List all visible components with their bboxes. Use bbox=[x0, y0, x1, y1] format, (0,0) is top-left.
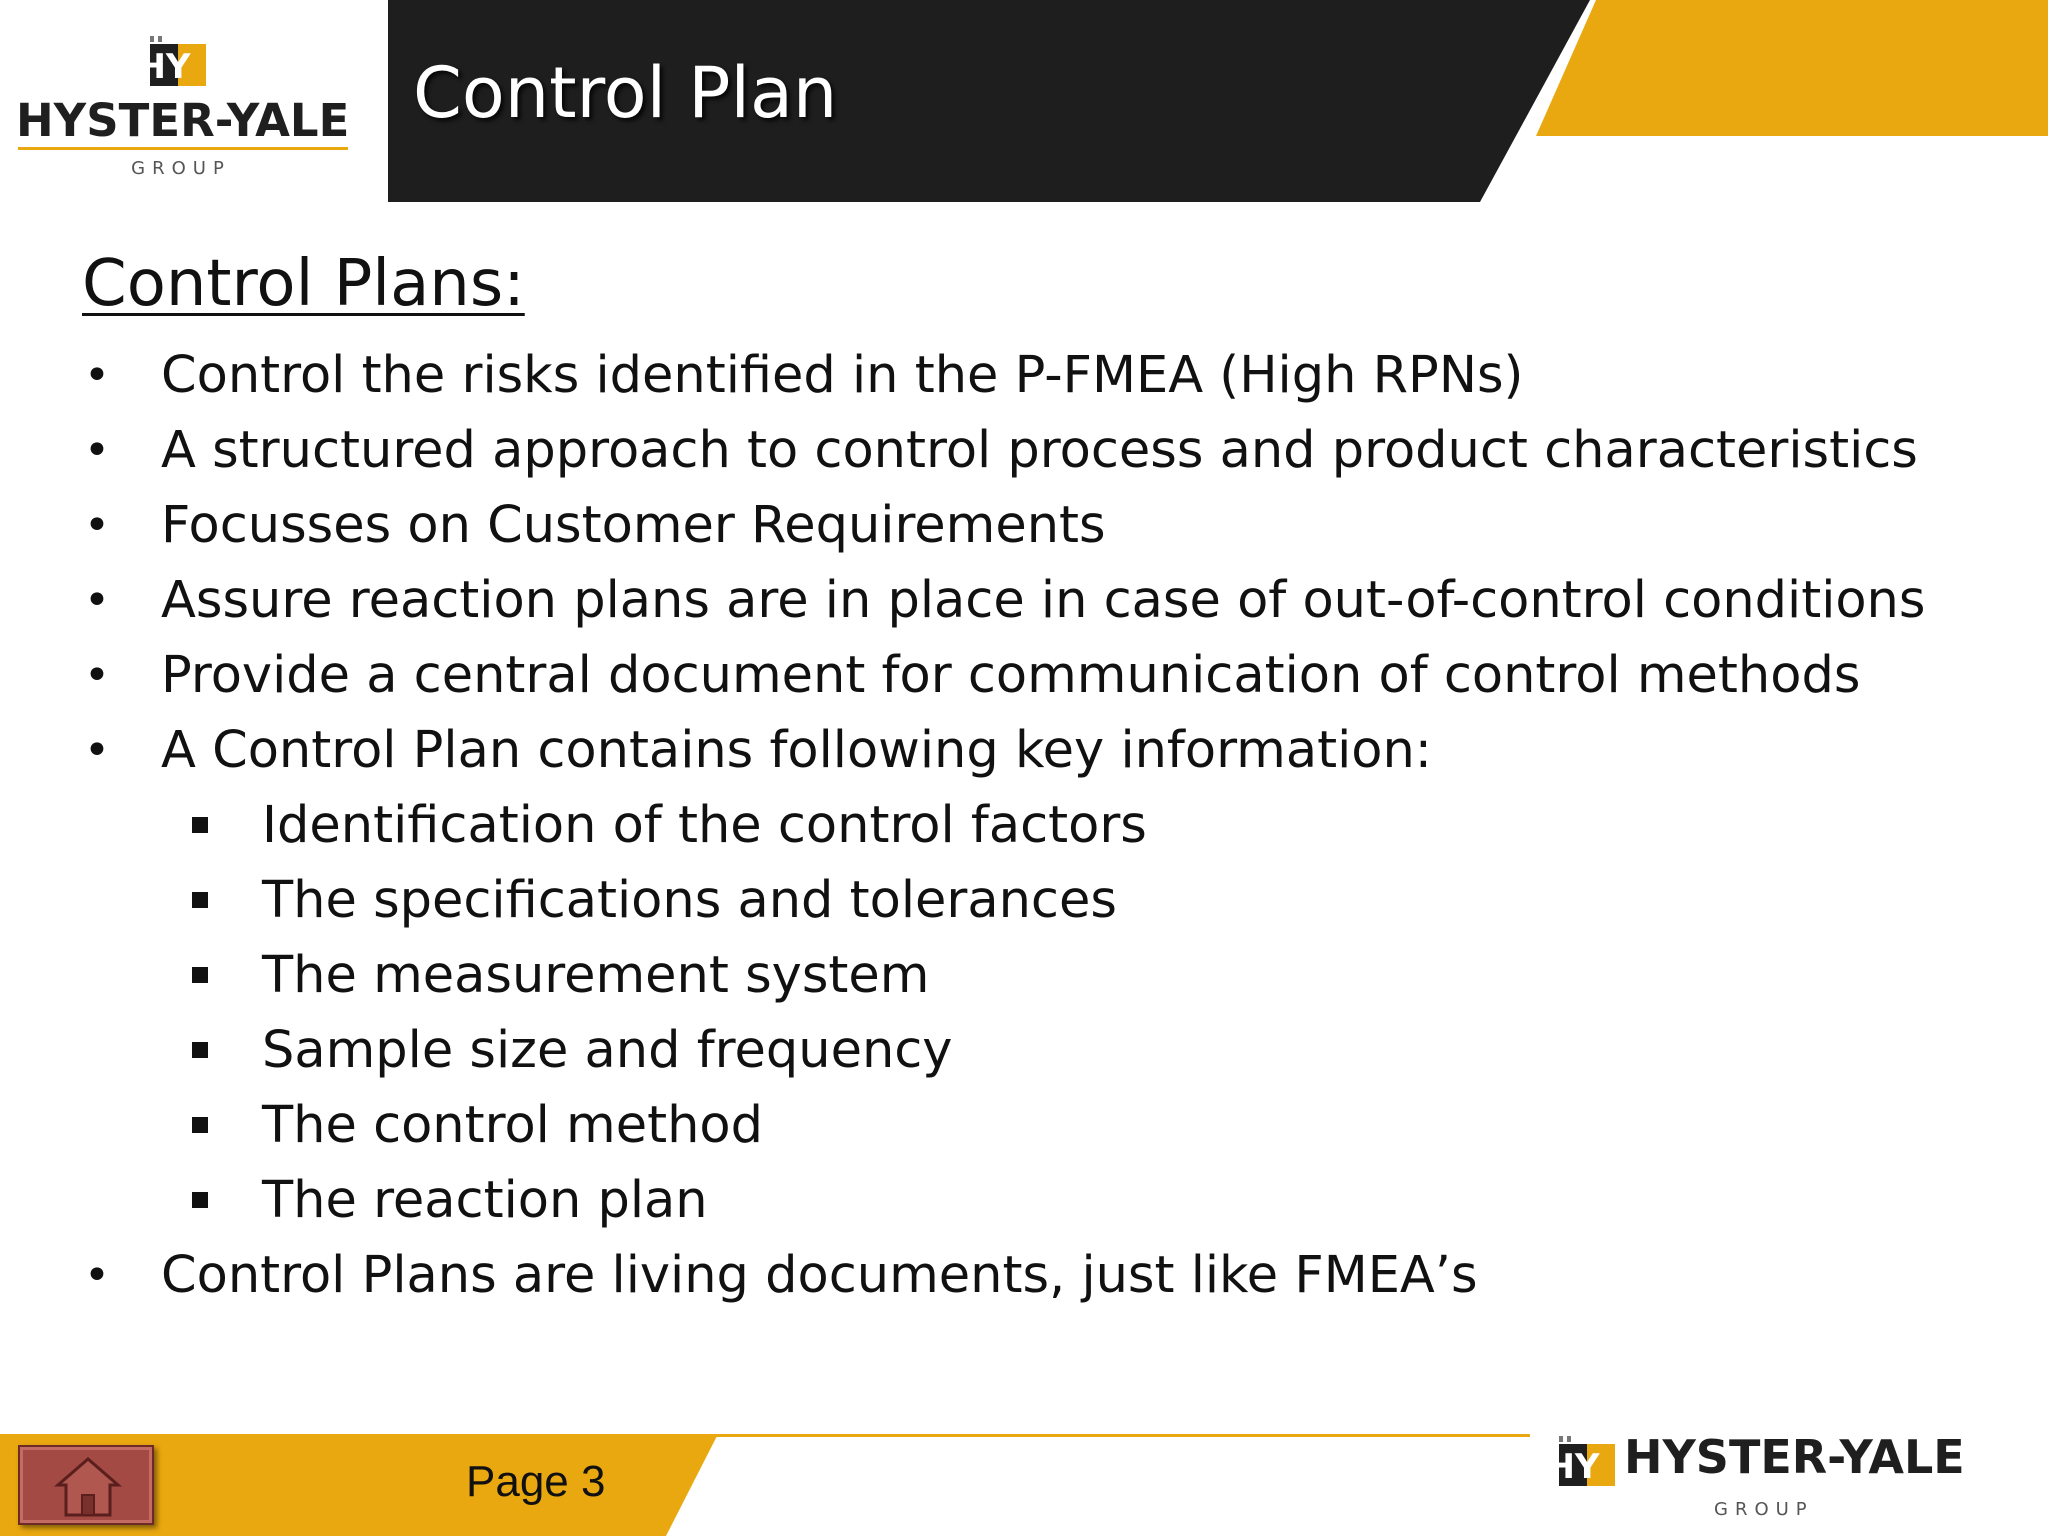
footer-logo-name: HYSTER-YALE bbox=[1624, 1430, 1965, 1484]
sub-bullet-marker bbox=[192, 967, 208, 983]
footer-logo-group: GROUP bbox=[1714, 1499, 1814, 1520]
sub-bullet-marker bbox=[192, 1192, 208, 1208]
bullet-marker: • bbox=[84, 725, 110, 776]
page-number: Page 3 bbox=[466, 1457, 606, 1506]
page-title: Control Plan bbox=[413, 52, 838, 134]
section-heading: Control Plans: bbox=[82, 247, 525, 321]
sub-bullet-item: The reaction plan bbox=[262, 1171, 708, 1230]
logo-name: HYSTER-YALE bbox=[16, 94, 350, 147]
bullet-item: Control the risks identified in the P-FMEA (High RPNs) bbox=[161, 346, 1524, 405]
sub-bullet-marker bbox=[192, 1042, 208, 1058]
bullet-marker: • bbox=[84, 1250, 110, 1301]
bullet-item: Focusses on Customer Requirements bbox=[161, 496, 1106, 555]
bullet-marker: • bbox=[84, 350, 110, 401]
bullet-marker: • bbox=[84, 500, 110, 551]
home-icon bbox=[54, 1455, 122, 1519]
bullet-marker: • bbox=[84, 575, 110, 626]
footer-logo-initials: HY bbox=[1546, 1447, 1600, 1487]
sub-bullet-item: The specifications and tolerances bbox=[262, 871, 1117, 930]
logo-group: GROUP bbox=[131, 158, 231, 179]
sub-bullet-item: The control method bbox=[262, 1096, 764, 1155]
sub-bullet-marker bbox=[192, 892, 208, 908]
logo-underline bbox=[18, 147, 348, 150]
footer-hy-logo-icon bbox=[1546, 1436, 1619, 1488]
sub-bullet-item: The measurement system bbox=[262, 946, 930, 1005]
sub-bullet-item: Identification of the control factors bbox=[262, 796, 1147, 855]
sub-bullet-marker bbox=[192, 817, 208, 833]
bullet-item: Assure reaction plans are in place in case of out-of-control conditions bbox=[161, 571, 1926, 630]
bullet-item: A structured approach to control process and product characteristics bbox=[161, 421, 1918, 480]
bullet-item: Control Plans are living documents, just like FMEA’s bbox=[161, 1246, 1478, 1305]
sub-bullet-marker bbox=[192, 1117, 208, 1133]
bullet-marker: • bbox=[84, 425, 110, 476]
logo-initial-h: HY bbox=[137, 47, 191, 87]
bullet-item: Provide a central document for communication of control methods bbox=[161, 646, 1861, 705]
hy-logo-icon bbox=[137, 36, 210, 88]
sub-bullet-item: Sample size and frequency bbox=[262, 1021, 953, 1080]
header-logo bbox=[0, 0, 388, 202]
bullet-item: A Control Plan contains following key information: bbox=[161, 721, 1432, 780]
bullet-marker: • bbox=[84, 650, 110, 701]
home-button[interactable] bbox=[18, 1445, 154, 1525]
